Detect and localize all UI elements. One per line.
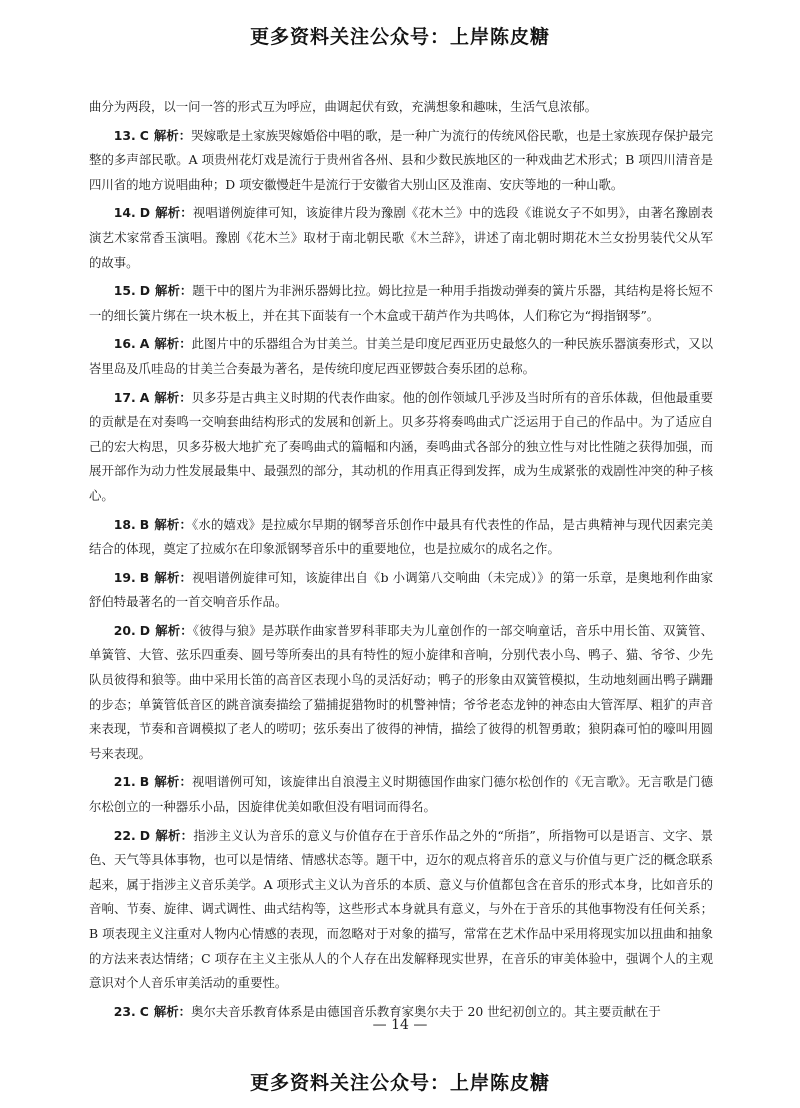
analysis-label: 解析： bbox=[154, 336, 192, 352]
answer-item bbox=[89, 619, 713, 767]
answer-letter: D bbox=[139, 827, 151, 843]
analysis-text: 哭嫁歌是土家族哭嫁婚俗中唱的歌，是一种广为流行的传统风俗民歌，也是土家族现存保护最完整的多声部民歌。A 项贵州花灯戏是流行于贵州省各州、县和少数民族地区的一种戏曲艺术形式；B 项四川清音是四川省的地方说唱曲种；D 项安徽慢赶牛是流行于安徽省大别山区及淮南、安庆等地的一种山歌。 bbox=[89, 127, 713, 192]
analysis-label: 解析： bbox=[155, 827, 194, 843]
page-number: — 14 — bbox=[372, 1017, 428, 1033]
answer-letter: D bbox=[139, 205, 151, 221]
answer-item bbox=[89, 566, 713, 615]
question-number: 23. bbox=[113, 1003, 136, 1019]
question-number: 19. bbox=[113, 569, 136, 585]
question-number: 13. bbox=[113, 127, 136, 143]
footer-banner: 更多资料关注公众号：上岸陈皮糖 bbox=[249, 1072, 550, 1094]
analysis-text: 《水的嬉戏》是拉威尔早期的钢琴音乐创作中最具有代表性的作品，是古典精神与现代因素完美结合的体现，奠定了拉威尔在印象派钢琴音乐中的重要地位，也是拉威尔的成名之作。 bbox=[89, 516, 714, 557]
answer-letter: C bbox=[139, 1003, 149, 1019]
answer-letter: A bbox=[139, 336, 150, 352]
analysis-label: 解析： bbox=[154, 569, 193, 585]
analysis-label: 解析： bbox=[154, 516, 193, 532]
question-number: 16. bbox=[113, 336, 136, 352]
answer-item bbox=[89, 824, 713, 996]
page-content bbox=[89, 95, 713, 1028]
answer-item bbox=[89, 201, 713, 275]
question-number: 20. bbox=[113, 622, 136, 638]
answer-item bbox=[89, 124, 713, 198]
analysis-text: 《彼得与狼》是苏联作曲家普罗科菲耶夫为儿童创作的一部交响童话，音乐中用长笛、双簧管、单簧管、大管、弦乐四重奏、圆号等所奏出的具有特性的短小旋律和音响，分别代表小鸟、鸭子、猫、爷爷、少先队员彼得和狼等。曲中采用长笛的高音区表现小鸟的灵活好动；鸭子的形象由双簧管模拟，生动地刻画出鸭子蹒跚的步态；单簧管低音区的跳音演奏描绘了猫捕捉猎物时的机警神情；爷爷老态龙钟的神态由大管浑厚、粗犷的声音来表现，节奏和音调模拟了老人的唠叨；弦乐奏出了彼得的神情，描绘了彼得的机智勇敢；狼阴森可怕的嚎叫用圆号来表现。 bbox=[89, 622, 713, 761]
answer-letter: D bbox=[139, 622, 151, 638]
analysis-text: 视唱谱例旋律可知，该旋律出自《b 小调第八交响曲（未完成）》的第一乐章，是奥地利作曲家舒伯特最著名的一首交响音乐作品。 bbox=[89, 569, 714, 610]
analysis-label: 解析： bbox=[154, 389, 192, 405]
answer-letter: C bbox=[139, 127, 149, 143]
answer-item bbox=[89, 386, 713, 509]
question-number: 18. bbox=[113, 516, 136, 532]
answer-letter: B bbox=[139, 569, 150, 585]
answer-letter: B bbox=[139, 774, 150, 790]
analysis-text: 此图片中的乐器组合为甘美兰。甘美兰是印度尼西亚历史最悠久的一种民族乐器演奏形式，又以峇里岛及爪哇岛的甘美兰合奏最为著名，是传统印度尼西亚锣鼓合奏乐团的总称。 bbox=[89, 336, 714, 376]
analysis-text: 视唱谱例旋律可知，该旋律片段为豫剧《花木兰》中的选段《谁说女子不如男》，由著名豫剧表演艺术家常香玉演唱。豫剧《花木兰》取材于南北朝民歌《木兰辞》，讲述了南北朝时期花木兰女扮男装代父从军的故事。 bbox=[89, 205, 713, 270]
answer-letter: D bbox=[139, 283, 151, 299]
answer-item bbox=[89, 332, 713, 381]
answer-item bbox=[89, 770, 713, 819]
question-number: 21. bbox=[113, 774, 136, 790]
analysis-text: 指涉主义认为音乐的意义与价值存在于音乐作品之外的“所指”，所指物可以是语言、文字、景色、天气等具体事物，也可以是情绪、情感状态等。题干中，迈尔的观点将音乐的意义与价值与更广泛的概念联系起来，属于指涉主义音乐美学。A 项形式主义认为音乐的本质、意义与价值都包含在音乐的形式本身，比如音乐的音响、节奏、旋律、调式调性、曲式结构等，这些形式本身就具有意义，与外在于音乐的其他事物没有任何关系；B 项表现主义注重对人物内心情感的表现，而忽略对于对象的描写，常常在艺术作品中采用将现实加以扭曲和抽象的方法来表达情绪；C 项存在主义主张从人的个人存在出发解释现实世界，在音乐的审美体验中，强调个人的主观意识对个人音乐审美活动的重要性。 bbox=[89, 827, 714, 991]
question-number: 14. bbox=[113, 205, 136, 221]
analysis-label: 解析： bbox=[155, 205, 193, 221]
analysis-label: 解析： bbox=[155, 622, 193, 638]
analysis-text: 视唱谱例可知，该旋律出自浪漫主义时期德国作曲家门德尔松创作的《无言歌》。无言歌是门德尔松创立的一种器乐小品，因旋律优美如歌但没有唱词而得名。 bbox=[89, 774, 714, 815]
analysis-label: 解析： bbox=[155, 283, 193, 299]
continuation-paragraph: 曲分为两段，以一问一答的形式互为呼应，曲调起伏有致，充满想象和趣味，生活气息浓郁。 bbox=[89, 99, 598, 114]
answer-letter: B bbox=[139, 516, 150, 532]
analysis-label: 解析： bbox=[153, 127, 192, 143]
header-banner: 更多资料关注公众号：上岸陈皮糖 bbox=[249, 26, 550, 48]
analysis-text: 题干中的图片为非洲乐器姆比拉。姆比拉是一种用手指拨动弹奏的簧片乐器，其结构是将长短不一的细长簧片绑在一块木板上，并在其下面装有一个木盒或干葫芦作为共鸣体，人们称它为“拇指钢琴”。 bbox=[89, 283, 714, 323]
answer-item bbox=[89, 513, 713, 562]
answer-item bbox=[89, 279, 713, 328]
analysis-text: 贝多芬是古典主义时期的代表作曲家。他的创作领域几乎涉及当时所有的音乐体裁，但他最重要的贡献是在对奏鸣一交响套曲结构形式的发展和创新上。贝多芬将奏鸣曲式广泛运用于自己的作品中。为了适应自己的宏大构思，贝多芬极大地扩充了奏鸣曲式的篇幅和内涵，奏鸣曲式各部分的独立性与对比性随之获得加强，而展开部作为动力性发展最集中、最强烈的部分，其动机的作用真正得到发挥，成为生成紧张的戏剧性冲突的种子核心。 bbox=[89, 389, 714, 503]
analysis-label: 解析： bbox=[153, 1003, 192, 1019]
question-number: 15. bbox=[113, 283, 136, 299]
analysis-text: 奥尔夫音乐教育体系是由德国音乐教育家奥尔夫于 20 世纪初创立的。其主要贡献在于 bbox=[191, 1003, 661, 1019]
question-number: 17. bbox=[113, 389, 136, 405]
analysis-label: 解析： bbox=[154, 774, 193, 790]
answer-list bbox=[89, 124, 713, 1025]
answer-letter: A bbox=[139, 389, 150, 405]
question-number: 22. bbox=[113, 827, 136, 843]
